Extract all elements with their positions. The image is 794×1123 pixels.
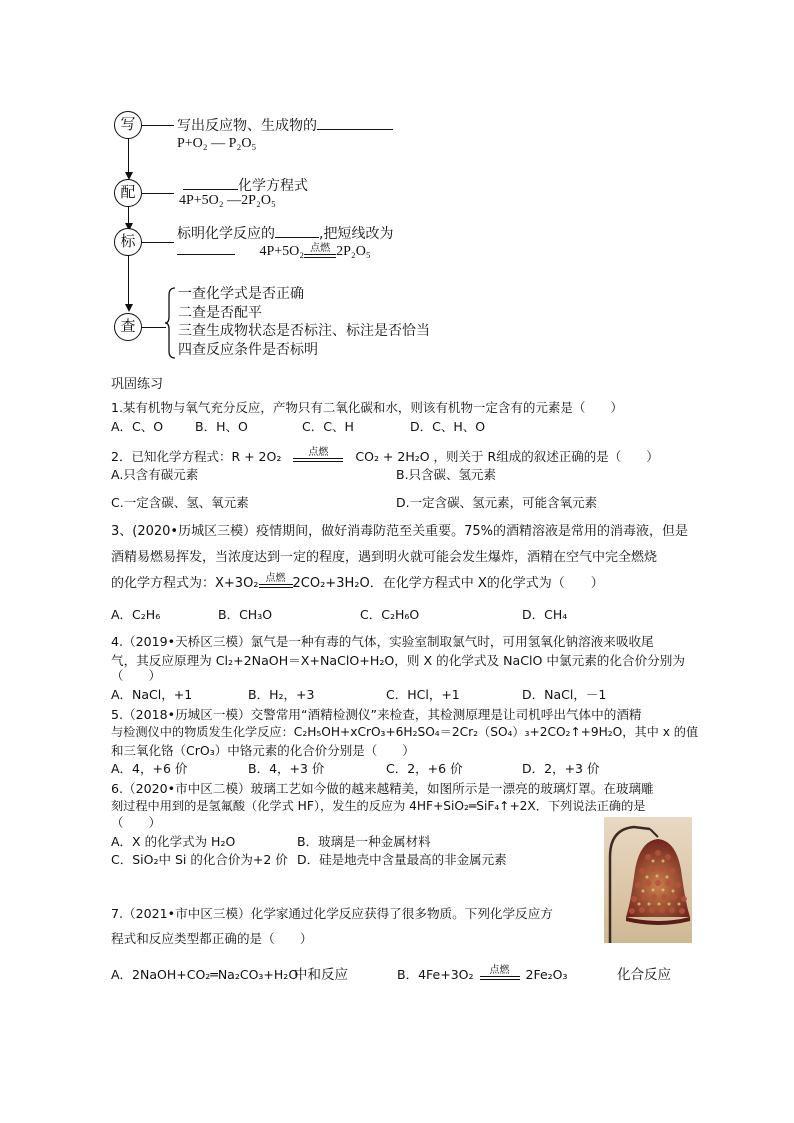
step-connector: [142, 125, 174, 126]
option-c: C．2，+6 价: [386, 761, 463, 776]
step-write-text: 写出反应物、生成物的: [177, 115, 393, 135]
option-a: A．4，+6 价: [111, 761, 188, 776]
step-mark-text: 标明化学反应的 ,把短线改为: [177, 226, 394, 242]
option-a: A．C₂H₆: [111, 607, 161, 622]
step-connector: [142, 193, 174, 194]
option-a: A．X 的化学式为 H₂O: [111, 834, 236, 849]
question-line: 刻过程中用到的是氢氟酸（化学式 HF），发生的反应为 4HF+SiO₂═SiF₄↑+2X．下列说法正确的是: [111, 799, 646, 813]
question-stem: 1.某有机物与氧气充分反应，产物只有二氧化碳和水，则该有机物一定含有的元素是（ ）: [111, 400, 623, 415]
flow-connector: [128, 138, 129, 176]
step-balance-equation: 4P+5O₂ —2P₂O₅: [179, 193, 276, 208]
condition-equals: 点燃: [480, 965, 520, 980]
option-c: C.一定含碳、氢、氧元素: [111, 495, 249, 510]
step-mark-circle: 标: [114, 228, 142, 256]
check-item: 四查反应条件是否标明: [178, 341, 318, 358]
option-a-type: 中和反应: [294, 967, 348, 983]
question-line: （ ）: [111, 815, 162, 830]
option-b: B.只含碳、氢元素: [396, 467, 497, 482]
step-balance-text: 化学方程式: [183, 175, 308, 195]
question-line: 6.（2020•市中区二模）玻璃工艺如今做的越来越精美，如图所示是一漂亮的玻璃灯罩。在玻璃雕: [111, 781, 654, 796]
condition-equals: 点燃: [259, 573, 293, 588]
option-b: B．CH₃O: [218, 607, 273, 622]
question-line: 酒精易燃易挥发，当浓度达到一定的程度，遇到明火就可能会发生爆炸，酒精在空气中完全燃烧: [111, 550, 658, 565]
fill-blank: [317, 129, 393, 130]
step-check-circle: 查: [114, 313, 142, 341]
check-item: 二查是否配平: [178, 304, 262, 321]
step-mark-equation: 4P+5O₂ 点燃 2P₂O₅: [177, 243, 371, 262]
section-title: 巩固练习: [111, 377, 164, 392]
option-d: D．硅是地壳中含量最高的非金属元素: [297, 852, 507, 867]
option-a: A.只含有碳元素: [111, 467, 199, 482]
step-connector: [142, 327, 166, 328]
option-b: B．H、O: [195, 419, 248, 434]
option-b-type: 化合反应: [617, 967, 671, 983]
option-c: C．C₂H₆O: [360, 607, 420, 622]
lampshade-photo: [604, 817, 692, 943]
step-write-circle: 写: [114, 111, 142, 139]
fill-blank: [275, 237, 319, 238]
question-line: 5.（2018•历城区一模）交警常用“酒精检测仪”来检查，其检测原理是让司机呼出气体中的酒精: [111, 707, 642, 722]
condition-equals: 点燃: [293, 447, 343, 462]
option-b: B．4，+3 价: [248, 761, 325, 776]
option-b: B．玻璃是一种金属材料: [297, 834, 431, 849]
arrow-down-icon: [125, 304, 133, 312]
question-line: 程式和反应类型都正确的是（ ）: [111, 931, 313, 946]
lampshade-image: [604, 817, 692, 943]
question-line: 的化学方程式为：X+3O₂ 点燃 2CO₂+3H₂O．在化学方程式中 X的化学式为（ ）: [111, 573, 604, 591]
question-line: 与检测仪中的物质发生化学反应：C₂H₅OH+xCrO₃+6H₂SO₄＝2Cr₂（SO₄）₃+2CO₂↑+9H₂O，其中 x 的值: [111, 725, 699, 739]
option-a: A．NaCl，+1: [111, 687, 193, 702]
option-d: D．2，+3 价: [522, 761, 600, 776]
option-d: D.一定含碳、氢元素，可能含氧元素: [396, 495, 598, 510]
option-b-equation: B．4Fe+3O₂ 点燃 2Fe₂O₃: [397, 965, 568, 982]
option-c: C．SiO₂中 Si 的化合价为+2 价: [111, 852, 288, 867]
question-line: 3、(2020•历城区三模）疫情期间，做好消毒防范至关重要。75%的酒精溶液是常用的消毒液，但是: [111, 524, 688, 539]
question-line: （ ）: [111, 668, 162, 683]
question-line: 和三氧化铬（CrO₃）中铬元素的化合价分别是（ ）: [111, 743, 415, 758]
question-stem: 2．已知化学方程式：R + 2O₂ 点燃 CO₂ + 2H₂O ，则关于 R组成的叙述正确的是（ ）: [111, 447, 659, 464]
option-a-equation: A．2NaOH+CO₂═Na₂CO₃+H₂O: [111, 967, 299, 982]
fill-blank: [177, 254, 235, 255]
brace-icon: [164, 287, 176, 359]
option-a: A．C、O: [111, 419, 164, 434]
option-c: C．HCl，+1: [386, 687, 460, 702]
step-balance-circle: 配: [114, 179, 142, 207]
option-d: D．CH₄: [522, 607, 568, 622]
check-item: 一查化学式是否正确: [178, 286, 304, 302]
check-item: 三查生成物状态是否标注、标注是否恰当: [178, 323, 430, 339]
option-d: D．C、H、O: [410, 419, 486, 434]
question-line: 7.（2021•市中区三模）化学家通过化学反应获得了很多物质。下列化学反应方: [111, 906, 553, 921]
flow-connector: [128, 254, 129, 308]
step-connector: [142, 242, 174, 243]
question-line: 4.（2019•天桥区三模）氯气是一种有毒的气体，实验室制取氯气时，可用氢氧化钠溶液来吸收尾: [111, 634, 654, 649]
option-c: C．C、H: [302, 419, 354, 434]
condition-equals: 点燃: [304, 243, 336, 258]
fill-blank: [183, 189, 238, 190]
step-write-equation: P+O₂ — P₂O₅: [177, 136, 257, 151]
option-d: D．NaCl，－1: [522, 687, 607, 702]
question-line: 气，其反应原理为 Cl₂+2NaOH＝X+NaClO+H₂O，则 X 的化学式及 NaClO 中氯元素的化合价分别为: [111, 653, 685, 668]
option-b: B．H₂，+3: [248, 687, 315, 702]
check-list: [178, 285, 430, 359]
